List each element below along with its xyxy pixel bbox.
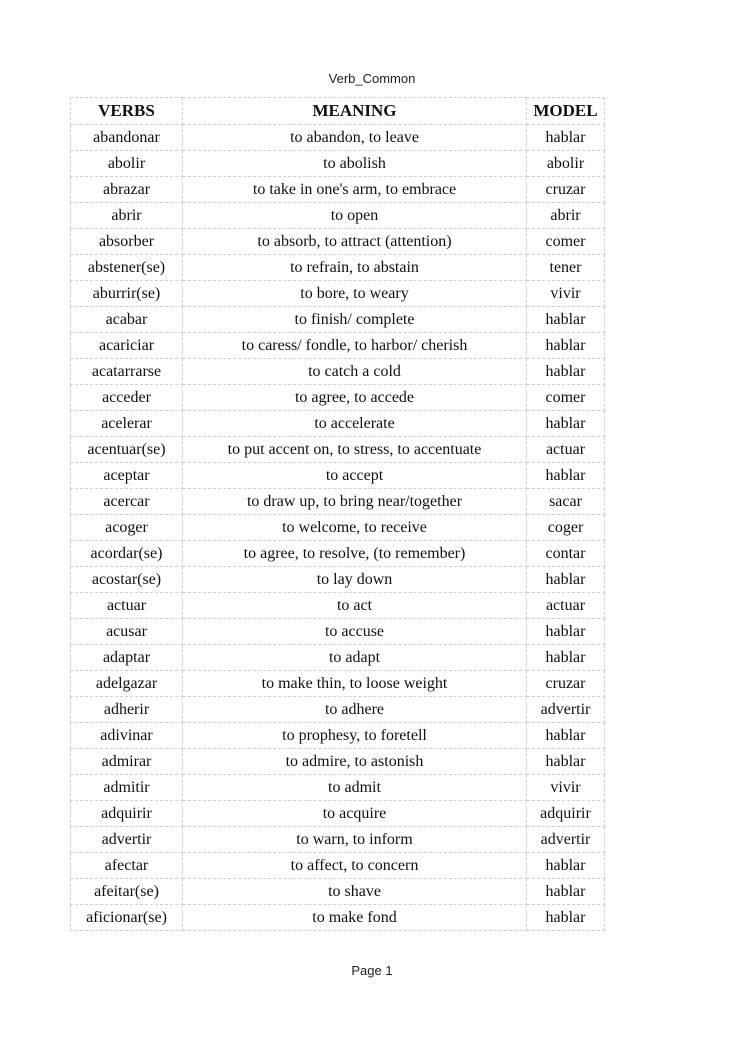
verb-cell: abandonar — [71, 125, 183, 151]
table-row — [71, 671, 605, 697]
model-cell: coger — [527, 515, 605, 541]
model-cell: abolir — [527, 151, 605, 177]
model-cell: hablar — [527, 125, 605, 151]
table-row — [71, 541, 605, 567]
verb-cell: acentuar(se) — [71, 437, 183, 463]
table-row — [71, 775, 605, 801]
meaning-cell: to finish/ complete — [183, 307, 527, 333]
table-row — [71, 853, 605, 879]
meaning-cell: to admit — [183, 775, 527, 801]
table-row — [71, 359, 605, 385]
model-cell: abrir — [527, 203, 605, 229]
meaning-cell: to welcome, to receive — [183, 515, 527, 541]
model-cell: sacar — [527, 489, 605, 515]
table-row — [71, 697, 605, 723]
model-cell: hablar — [527, 411, 605, 437]
meaning-cell: to catch a cold — [183, 359, 527, 385]
table-row — [71, 801, 605, 827]
meaning-cell: to refrain, to abstain — [183, 255, 527, 281]
table-row — [71, 515, 605, 541]
column-header-model: MODEL — [527, 98, 605, 125]
model-cell: hablar — [527, 853, 605, 879]
meaning-cell: to affect, to concern — [183, 853, 527, 879]
model-cell: hablar — [527, 307, 605, 333]
meaning-cell: to put accent on, to stress, to accentuate — [183, 437, 527, 463]
meaning-cell: to shave — [183, 879, 527, 905]
table-row — [71, 307, 605, 333]
table-row — [71, 827, 605, 853]
table-row — [71, 281, 605, 307]
verb-cell: advertir — [71, 827, 183, 853]
model-cell: hablar — [527, 333, 605, 359]
model-cell: actuar — [527, 437, 605, 463]
model-cell: hablar — [527, 359, 605, 385]
meaning-cell: to lay down — [183, 567, 527, 593]
model-cell: hablar — [527, 567, 605, 593]
table-body — [71, 125, 605, 931]
verb-cell: adquirir — [71, 801, 183, 827]
model-cell: tener — [527, 255, 605, 281]
column-header-verbs: VERBS — [71, 98, 183, 125]
verb-table — [70, 97, 605, 931]
meaning-cell: to abandon, to leave — [183, 125, 527, 151]
meaning-cell: to accuse — [183, 619, 527, 645]
model-cell: hablar — [527, 619, 605, 645]
meaning-cell: to agree, to accede — [183, 385, 527, 411]
model-cell: actuar — [527, 593, 605, 619]
model-cell: cruzar — [527, 671, 605, 697]
verb-cell: afeitar(se) — [71, 879, 183, 905]
model-cell: vivir — [527, 281, 605, 307]
table-row — [71, 619, 605, 645]
table-row — [71, 229, 605, 255]
meaning-cell: to caress/ fondle, to harbor/ cherish — [183, 333, 527, 359]
meaning-cell: to bore, to weary — [183, 281, 527, 307]
model-cell: hablar — [527, 723, 605, 749]
meaning-cell: to accept — [183, 463, 527, 489]
meaning-cell: to prophesy, to foretell — [183, 723, 527, 749]
meaning-cell: to open — [183, 203, 527, 229]
model-cell: comer — [527, 385, 605, 411]
model-cell: advertir — [527, 697, 605, 723]
model-cell: advertir — [527, 827, 605, 853]
meaning-cell: to draw up, to bring near/together — [183, 489, 527, 515]
table-row — [71, 177, 605, 203]
table-row — [71, 255, 605, 281]
table-row — [71, 333, 605, 359]
table-row — [71, 411, 605, 437]
table-row — [71, 905, 605, 931]
verb-cell: acariciar — [71, 333, 183, 359]
verb-cell: adelgazar — [71, 671, 183, 697]
model-cell: vivir — [527, 775, 605, 801]
model-cell: hablar — [527, 645, 605, 671]
verb-cell: acatarrarse — [71, 359, 183, 385]
verb-cell: acoger — [71, 515, 183, 541]
model-cell: hablar — [527, 749, 605, 775]
table-row — [71, 489, 605, 515]
table-row — [71, 593, 605, 619]
meaning-cell: to adhere — [183, 697, 527, 723]
verb-cell: absorber — [71, 229, 183, 255]
verb-cell: admirar — [71, 749, 183, 775]
table-row — [71, 723, 605, 749]
meaning-cell: to admire, to astonish — [183, 749, 527, 775]
meaning-cell: to make fond — [183, 905, 527, 931]
meaning-cell: to agree, to resolve, (to remember) — [183, 541, 527, 567]
verb-cell: aficionar(se) — [71, 905, 183, 931]
verb-cell: abstener(se) — [71, 255, 183, 281]
verb-cell: afectar — [71, 853, 183, 879]
table-row — [71, 151, 605, 177]
model-cell: comer — [527, 229, 605, 255]
model-cell: hablar — [527, 905, 605, 931]
verb-cell: acercar — [71, 489, 183, 515]
verb-cell: abrazar — [71, 177, 183, 203]
meaning-cell: to adapt — [183, 645, 527, 671]
model-cell: hablar — [527, 879, 605, 905]
column-header-meaning: MEANING — [183, 98, 527, 125]
verb-cell: adherir — [71, 697, 183, 723]
table-row — [71, 437, 605, 463]
meaning-cell: to act — [183, 593, 527, 619]
verb-cell: acostar(se) — [71, 567, 183, 593]
meaning-cell: to accelerate — [183, 411, 527, 437]
model-cell: contar — [527, 541, 605, 567]
verb-cell: acusar — [71, 619, 183, 645]
table-row — [71, 125, 605, 151]
verb-cell: actuar — [71, 593, 183, 619]
verb-cell: acelerar — [71, 411, 183, 437]
meaning-cell: to absorb, to attract (attention) — [183, 229, 527, 255]
verb-cell: aburrir(se) — [71, 281, 183, 307]
verb-cell: adaptar — [71, 645, 183, 671]
model-cell: hablar — [527, 463, 605, 489]
model-cell: adquirir — [527, 801, 605, 827]
table-row — [71, 463, 605, 489]
meaning-cell: to warn, to inform — [183, 827, 527, 853]
verb-cell: acabar — [71, 307, 183, 333]
verb-cell: aceptar — [71, 463, 183, 489]
verb-cell: acceder — [71, 385, 183, 411]
page-number: Page 1 — [351, 963, 393, 978]
table-row — [71, 749, 605, 775]
table-row — [71, 879, 605, 905]
meaning-cell: to abolish — [183, 151, 527, 177]
verb-cell: abolir — [71, 151, 183, 177]
meaning-cell: to acquire — [183, 801, 527, 827]
meaning-cell: to make thin, to loose weight — [183, 671, 527, 697]
page-title: Verb_Common — [328, 71, 416, 86]
table-header-row — [71, 98, 605, 125]
verb-cell: adivinar — [71, 723, 183, 749]
model-cell: cruzar — [527, 177, 605, 203]
table-row — [71, 645, 605, 671]
table-row — [71, 203, 605, 229]
table-row — [71, 567, 605, 593]
verb-cell: acordar(se) — [71, 541, 183, 567]
meaning-cell: to take in one's arm, to embrace — [183, 177, 527, 203]
verb-cell: abrir — [71, 203, 183, 229]
table-row — [71, 385, 605, 411]
verb-cell: admitir — [71, 775, 183, 801]
